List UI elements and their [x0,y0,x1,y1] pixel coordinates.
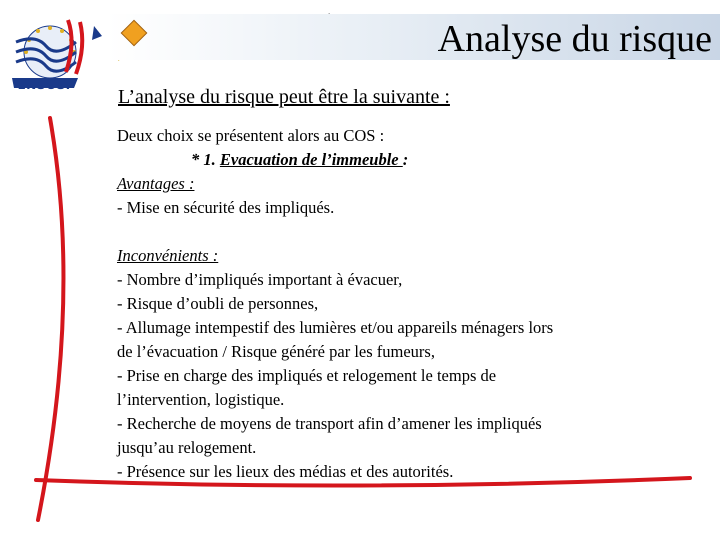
drawback-item: - Présence sur les lieux des médias et des autorités. [117,462,454,481]
drawback-item: - Allumage intempestif des lumières et/ou appareils ménagers lors [117,318,554,337]
subtitle: L’analyse du risque peut être la suivante : [118,86,450,108]
logo-text: ENSOSP [17,78,77,92]
drawback-item: de l’évacuation / Risque généré par les fumeurs, [117,342,435,361]
content-body [117,124,677,484]
drawbacks-heading: Inconvénients : [117,246,219,265]
advantages-heading: Avantages : [117,174,195,193]
drawback-item: - Nombre d’impliqués important à évacuer, [117,270,403,289]
drawback-item: l’intervention, logistique. [117,390,285,409]
option-prefix: * 1. [191,150,220,169]
option-label: Evacuation de l’immeuble [219,150,403,169]
option-suffix: : [402,150,409,169]
drawback-item: - Risque d’oubli de personnes, [117,294,319,313]
option-line [117,148,677,172]
drawback-item: - Prise en charge des impliqués et relogement le temps de [117,366,497,385]
vertical-red-axis [38,118,63,520]
drawback-item: - Recherche de moyens de transport afin d’amener les impliqués [117,414,542,433]
drawback-item: jusqu’au relogement. [117,438,257,457]
advantage-item: - Mise en sécurité des impliqués. [117,198,335,217]
intro-text: Deux choix se présentent alors au COS : [117,126,385,145]
spacer [117,220,677,244]
hazard-diamond-icon [113,18,153,58]
page-title: Analyse du risque [437,18,712,60]
